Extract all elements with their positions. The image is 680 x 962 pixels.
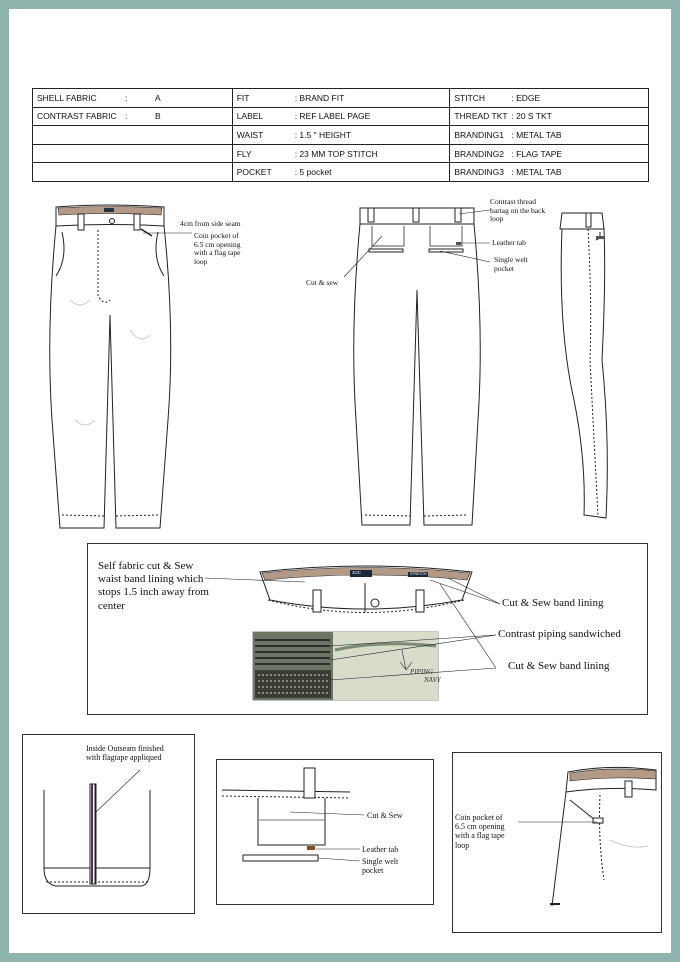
spec-key: WAIST [236,129,264,140]
pocket-drawing [222,768,350,861]
coin-pocket-drawing [550,767,656,906]
outseam-drawing [44,784,150,886]
note-line: with a flag tape [455,831,505,841]
note-line: loop [455,840,470,850]
band-lining-label-2: Cut & Sew band lining [508,660,610,672]
spec-value: : METAL TAB [511,167,562,178]
spec-key: SHELL FABRIC [37,92,97,103]
waistband-brand-label: JOC [352,570,361,575]
note-line: 6.5 cm opening [455,822,505,832]
side-seam-note: 4cm from side seam [180,219,241,228]
note-line: NAVY [424,676,441,685]
spec-value: : METAL TAB [511,129,562,140]
spec-key: LABEL [236,111,264,122]
note-line: loop [490,214,504,224]
outseam-note [86,744,164,762]
spec-value: A [155,92,161,103]
spec-sep: : [125,92,128,103]
spec-value: : 1.5 " HEIGHT [294,129,352,140]
front-coin-pocket-note [194,232,240,267]
spec-value: : 23 MM TOP STITCH [294,148,378,159]
band-lining-label-1: Cut & Sew band lining [502,597,604,609]
spec-sep: : [125,111,128,122]
pocket-cut-sew-label: Cut & Sew [367,811,403,820]
note-line: center [98,599,125,612]
note-line: Coin pocket of [194,231,239,240]
spec-key: BRANDING1 [454,129,504,140]
spec-value: : REF LABEL PAGE [294,111,371,122]
spec-value: : FLAG TAPE [511,148,563,159]
back-leather-tab-label: Leather tab [492,238,526,247]
waistband-size-label: STRETCH [410,572,427,576]
note-line: Single welt [494,255,528,264]
spec-key: FIT [236,92,250,103]
note-line: with flagtape appliqued [86,753,162,763]
note-line: bartag on the back [490,205,546,215]
coin-pocket-note [455,813,505,850]
spec-value: : 5 pocket [294,167,332,178]
spec-value: : EDGE [511,92,541,103]
note-line: Coin pocket of [455,813,503,822]
note-line: Self fabric cut & Sew [98,560,194,572]
spec-key: BRANDING3 [454,167,504,178]
bartag-note [490,198,545,224]
side-pants-drawing [560,213,607,518]
waistband-drawing [260,566,472,613]
note-line: PIPING [410,668,433,676]
swatch-photo [253,632,438,700]
contrast-piping-label: Contrast piping sandwiched [498,628,621,640]
note-line: stops 1.5 inch away from [98,586,209,599]
swatch-handwritten-note [410,668,441,684]
pocket-welt-note [362,857,398,875]
note-line: Contrast thread [490,197,537,206]
front-pants-drawing [50,205,171,528]
pocket-leather-tab-label: Leather tab [362,845,399,854]
note-line: Single welt [362,857,399,866]
spec-key: FLY [236,148,252,159]
note-line: Inside Outseam finished [86,744,164,753]
spec-key: BRANDING2 [454,148,504,159]
spec-key: STITCH [454,92,486,103]
note-line: waist band lining which [98,573,204,586]
spec-value: : BRAND FIT [294,92,345,103]
back-welt-pocket-note [494,256,528,273]
spec-value: B [155,111,161,122]
spec-key: CONTRAST FABRIC [37,111,117,122]
note-line: with a flag tape [194,248,241,258]
note-line: 6.5 cm opening [194,239,241,249]
self-fabric-note [98,560,209,613]
spec-value: : 20 S TKT [511,111,552,122]
note-line: loop [194,256,208,266]
spec-key: THREAD TKT [454,111,508,122]
note-line: pocket [494,263,514,273]
back-cut-sew-label: Cut & sew [306,278,339,287]
note-line: pocket [362,866,384,876]
spec-key: POCKET [236,167,272,178]
